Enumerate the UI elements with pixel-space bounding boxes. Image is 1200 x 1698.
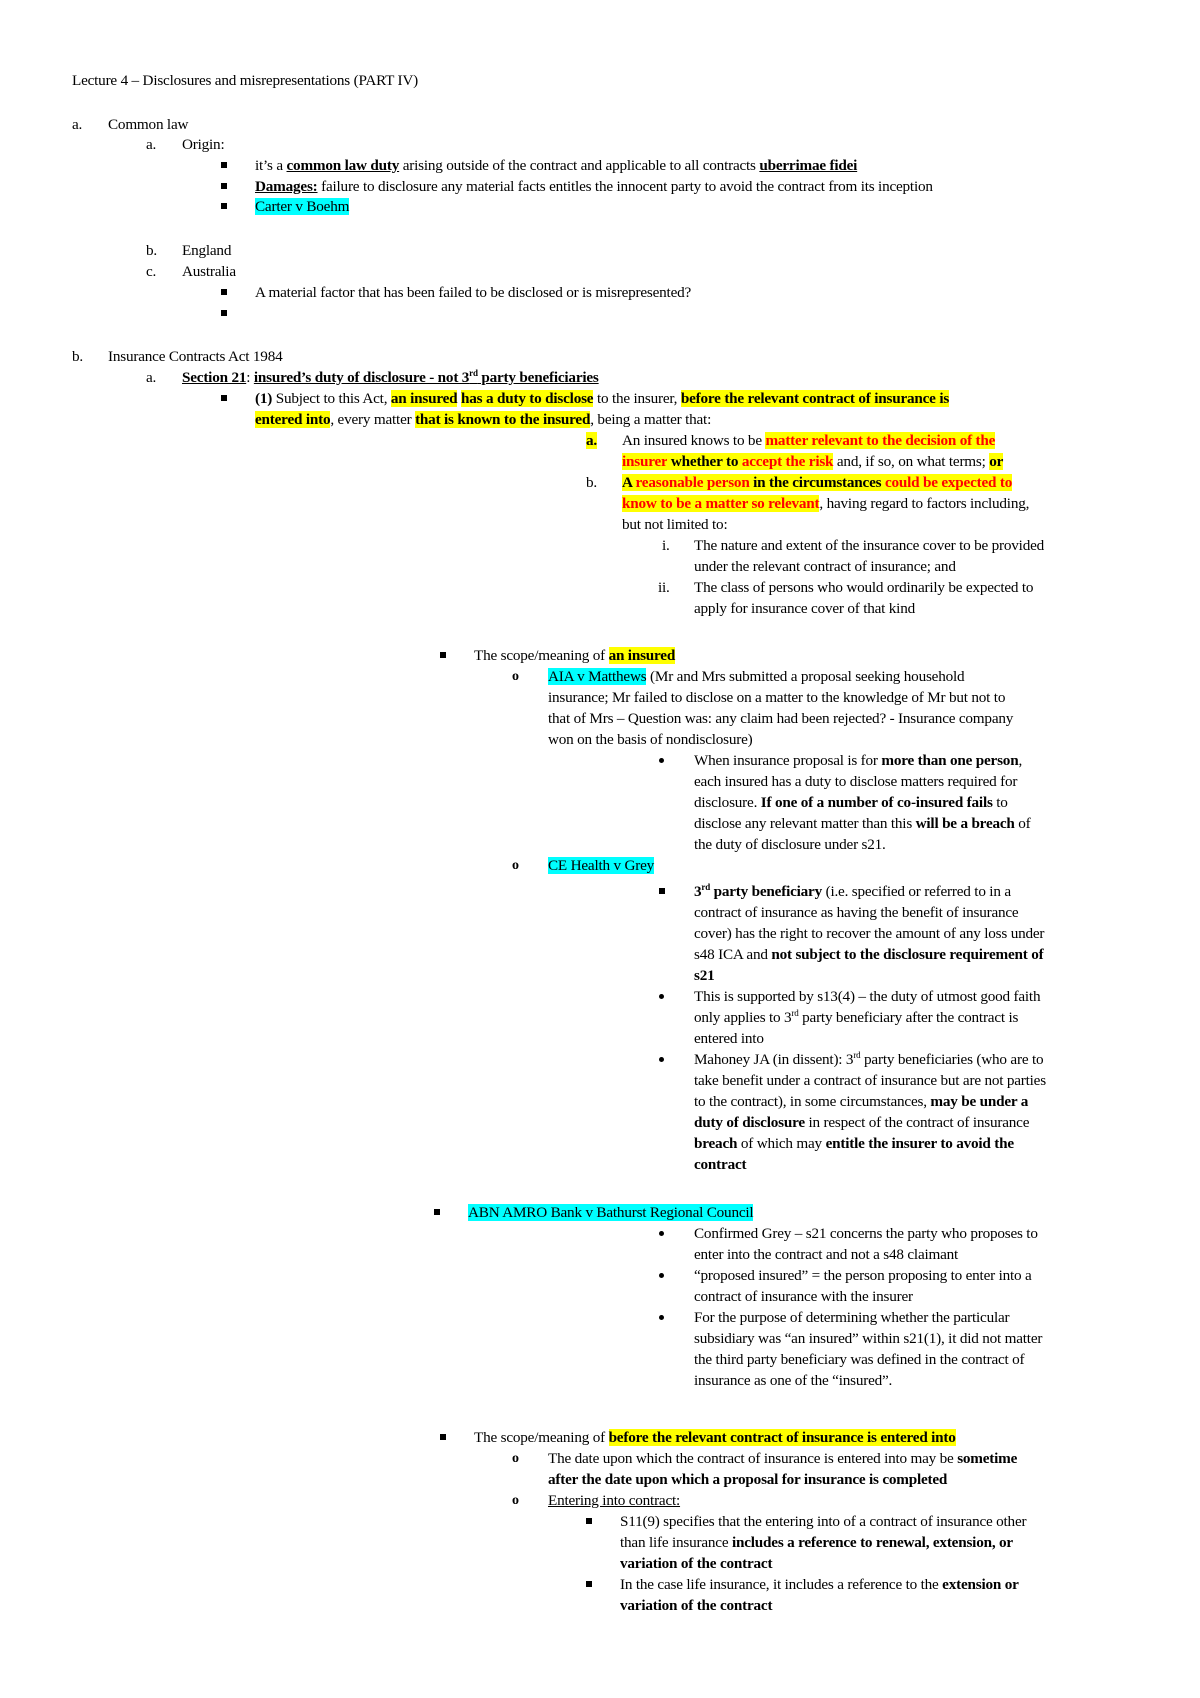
note-line: variation of the contract — [620, 1597, 773, 1614]
statute-text-line: apply for insurance cover of that kind — [694, 600, 915, 617]
case-line: that of Mrs – Question was: any claim had been rejected? - Insurance company — [548, 710, 1014, 727]
statute-text-line: The nature and extent of the insurance cover to be provided — [694, 537, 1045, 554]
subheading-scope-before-contract: The scope/meaning of before the relevant contract of insurance is entered into — [474, 1429, 956, 1446]
note-line: take benefit under a contract of insurance but are not parties — [694, 1072, 1046, 1089]
square-bullet-icon — [586, 1581, 592, 1587]
list-marker: o — [512, 669, 519, 684]
square-bullet-icon — [586, 1518, 592, 1524]
note-line: Confirmed Grey – s21 concerns the party who proposes to — [694, 1225, 1038, 1242]
note-line: cover) has the right to recover the amount of any loss under — [694, 925, 1045, 942]
dot-bullet-icon — [659, 994, 664, 999]
subheading-england: England — [182, 242, 232, 259]
section-heading-ica: Insurance Contracts Act 1984 — [108, 348, 283, 365]
note-line: to the contract), in some circumstances, may be under a — [694, 1093, 1029, 1110]
note-line: enter into the contract and not a s48 claimant — [694, 1246, 959, 1263]
square-bullet-icon — [659, 888, 665, 894]
list-marker: i. — [662, 537, 670, 554]
note-line: When insurance proposal is for more than one person, — [694, 752, 1023, 769]
note-line: 3rd party beneficiary (i.e. specified or referred to in a — [694, 881, 1011, 900]
statute-text-line: but not limited to: — [622, 516, 728, 533]
section-heading-common-law: Common law — [108, 116, 189, 133]
note-line: disclosure. If one of a number of co-insured fails to — [694, 794, 1008, 811]
note-line: entered into — [694, 1030, 764, 1047]
case-name-abn-amro: ABN AMRO Bank v Bathurst Regional Council — [468, 1204, 754, 1221]
list-marker: a. — [146, 136, 157, 153]
square-bullet-icon — [221, 289, 227, 295]
dot-bullet-icon — [659, 1273, 664, 1278]
list-marker: a. — [146, 369, 157, 386]
statute-text-line: The class of persons who would ordinarily be expected to — [694, 579, 1034, 596]
case-line: won on the basis of nondisclosure) — [548, 731, 753, 748]
statute-text-line: (1) Subject to this Act, an insured has a duty to disclose to the insurer, before the relevant contract of insurance is — [255, 390, 950, 407]
list-marker: b. — [72, 348, 83, 365]
list-marker: b. — [146, 242, 157, 259]
note-line: than life insurance includes a reference to renewal, extension, or — [620, 1534, 1013, 1551]
note-line: The date upon which the contract of insurance is entered into may be sometime — [548, 1450, 1018, 1467]
list-marker: a. — [586, 432, 597, 449]
note-line: subsidiary was “an insured” within s21(1), it did not matter — [694, 1330, 1043, 1347]
note-line: This is supported by s13(4) – the duty of utmost good faith — [694, 988, 1041, 1005]
note-line: disclose any relevant matter than this will be a breach of — [694, 815, 1031, 832]
square-bullet-icon — [221, 162, 227, 168]
list-marker: c. — [146, 263, 157, 280]
note-line: duty of disclosure in respect of the contract of insurance — [694, 1114, 1030, 1131]
note-line: s21 — [694, 967, 715, 984]
note-line: For the purpose of determining whether the particular — [694, 1309, 1010, 1326]
note-line: each insured has a duty to disclose matters required for — [694, 773, 1018, 790]
note-line: s48 ICA and not subject to the disclosure requirement of — [694, 946, 1044, 963]
note-line: contract of insurance with the insurer — [694, 1288, 913, 1305]
statute-text-line: A reasonable person in the circumstances could be expected to — [622, 474, 1013, 491]
note-line: variation of the contract — [620, 1555, 773, 1572]
subheading-section-21: Section 21: insured’s duty of disclosure - not 3rd party beneficiaries — [182, 367, 599, 386]
note-line: contract — [694, 1156, 747, 1173]
note-line: In the case life insurance, it includes a reference to the extension or — [620, 1576, 1019, 1593]
note-line: “proposed insured” = the person proposing to enter into a — [694, 1267, 1032, 1284]
case-name-carter-v-boehm: Carter v Boehm — [255, 198, 350, 215]
case-line: AIA v Matthews (Mr and Mrs submitted a proposal seeking household — [548, 668, 965, 685]
case-line: insurance; Mr failed to disclose on a matter to the knowledge of Mr but not to — [548, 689, 1006, 706]
list-item: Damages: failure to disclosure any material facts entitles the innocent party to avoid the contract from its inception — [255, 178, 933, 195]
page-title: Lecture 4 – Disclosures and misrepresentations (PART IV) — [72, 72, 418, 89]
subheading-australia: Australia — [182, 263, 236, 280]
statute-text-line: insurer whether to accept the risk and, if so, on what terms; or — [622, 453, 1004, 470]
square-bullet-icon — [221, 310, 227, 316]
list-marker: b. — [586, 474, 597, 491]
note-line: contract of insurance as having the benefit of insurance — [694, 904, 1019, 921]
square-bullet-icon — [221, 395, 227, 401]
dot-bullet-icon — [659, 1231, 664, 1236]
note-line: only applies to 3rd party beneficiary after the contract is — [694, 1007, 1019, 1026]
list-marker: o — [512, 1493, 519, 1508]
list-marker: a. — [72, 116, 83, 133]
note-line: Mahoney JA (in dissent): 3rd party beneficiaries (who are to — [694, 1049, 1044, 1068]
dot-bullet-icon — [659, 1057, 664, 1062]
square-bullet-icon — [440, 1434, 446, 1440]
dot-bullet-icon — [659, 758, 664, 763]
list-item: A material factor that has been failed to be disclosed or is misrepresented? — [255, 284, 692, 301]
statute-text-line: know to be a matter so relevant, having regard to factors including, — [622, 495, 1030, 512]
note-line: S11(9) specifies that the entering into of a contract of insurance other — [620, 1513, 1027, 1530]
statute-text-line: An insured knows to be matter relevant to the decision of the — [622, 432, 996, 449]
note-line: the duty of disclosure under s21. — [694, 836, 886, 853]
subheading-origin: Origin: — [182, 136, 225, 153]
note-line: the third party beneficiary was defined in the contract of — [694, 1351, 1025, 1368]
statute-text-line: entered into, every matter that is known to the insured, being a matter that: — [255, 411, 712, 428]
square-bullet-icon — [434, 1209, 440, 1215]
note-line: breach of which may entitle the insurer to avoid the — [694, 1135, 1014, 1152]
subheading-scope-an-insured: The scope/meaning of an insured — [474, 647, 676, 664]
dot-bullet-icon — [659, 1315, 664, 1320]
list-marker: o — [512, 1451, 519, 1466]
list-marker: o — [512, 858, 519, 873]
square-bullet-icon — [221, 183, 227, 189]
statute-text-line: under the relevant contract of insurance; and — [694, 558, 956, 575]
square-bullet-icon — [440, 652, 446, 658]
list-marker: ii. — [658, 579, 670, 596]
case-name-ce-health-v-grey: CE Health v Grey — [548, 857, 655, 874]
list-item: it’s a common law duty arising outside of the contract and applicable to all contracts uberrimae fidei — [255, 157, 858, 174]
note-line: after the date upon which a proposal for insurance is completed — [548, 1471, 948, 1488]
subheading-entering-into-contract: Entering into contract: — [548, 1492, 681, 1509]
square-bullet-icon — [221, 203, 227, 209]
note-line: insurance as one of the “insured”. — [694, 1372, 893, 1389]
